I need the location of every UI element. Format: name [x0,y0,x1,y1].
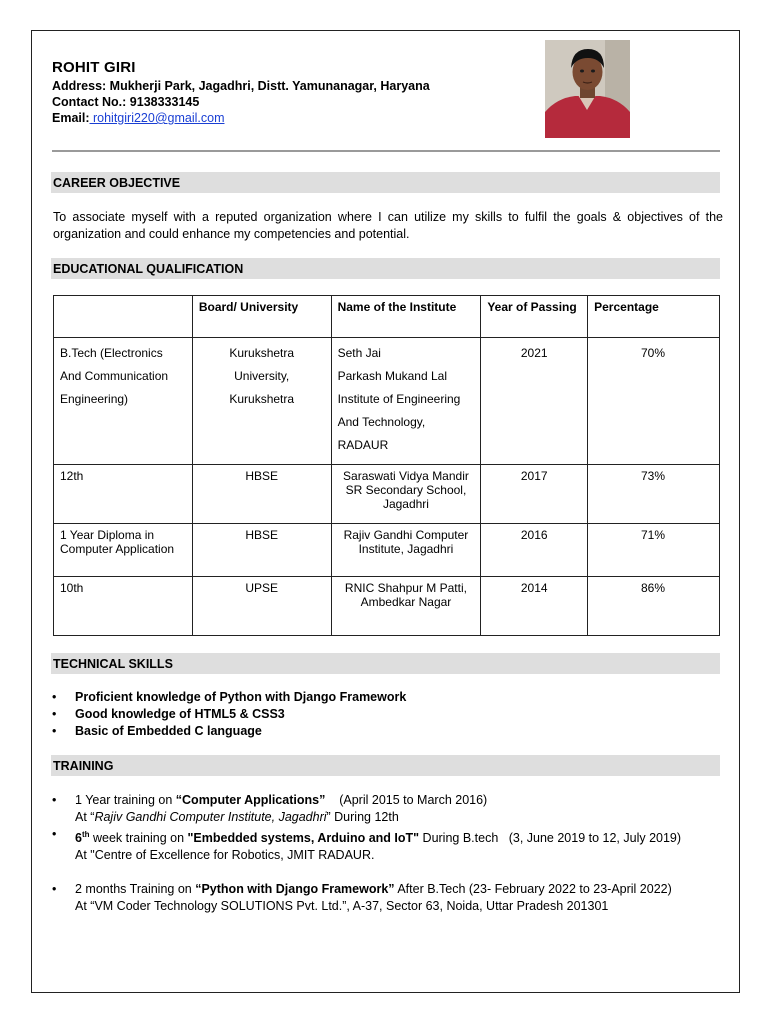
board-cell [192,465,331,524]
percentage-cell: 86% [588,577,720,636]
course-line: B.Tech (Electronics [60,346,163,360]
course-line: Engineering) [60,392,129,406]
year-cell: 2017 [481,465,588,524]
institute-line: RADAUR [337,438,389,452]
list-item [52,826,681,864]
skill-text: Basic of Embedded [75,724,195,738]
institute-line: Seth Jai [337,346,381,360]
course-line: Computer Application [60,542,175,556]
email-label: Email: [52,111,90,125]
course-cell [54,338,193,465]
institute-line: SR Secondary School, [345,483,467,497]
column-header [54,296,193,338]
course-cell [54,465,193,524]
board-line: HBSE [245,469,279,483]
contact-label: Contact No.: [52,95,127,109]
institute-line: Ambedkar Nagar [360,595,452,609]
table-row [54,524,720,577]
percentage-cell: 73% [588,465,720,524]
board-cell [192,338,331,465]
training-title: “Python with Django Framework” [195,882,395,897]
bullet-icon: • [52,882,57,897]
board-line: Kurukshetra [229,346,295,360]
course-line: And Communication [60,369,169,383]
table-row [54,338,720,465]
email-link[interactable]: rohitgiri220@gmail.com [89,111,225,125]
institute-line: Institute, Jagadhri [358,542,454,556]
skill-keyword: CSS3 [252,707,285,721]
training-text: 2 months Training on [75,882,196,897]
training-dates: (23- February 2022 to 23-April 2022) [465,882,672,897]
training-institute: At "Centre of Excellence for Robotics, JMIT RADAUR. [75,848,375,863]
profile-photo-image [545,40,630,138]
column-header: Year of Passing [481,296,588,338]
skill-keyword: Python [219,690,262,704]
skill-text: Good knowledge of [75,707,195,721]
bullet-icon: • [52,707,57,721]
training-text: ” During 12th [326,810,399,824]
year-cell: 2014 [481,577,588,636]
institute-line: Institute of Engineering [337,392,461,406]
training-text: During B.tech [419,831,499,846]
contact-line [52,95,199,109]
institute-line: Rajiv Gandhi Computer [343,528,469,542]
profile-photo [545,40,630,138]
training-institute: At “VM Coder Technology SOLUTIONS Pvt. Ltd.”, A-37, Sector 63, Noida, Uttar Pradesh 201301 [75,899,609,914]
course-line: 12th [60,469,84,483]
bullet-icon: • [52,690,57,704]
board-cell [192,577,331,636]
year-cell: 2016 [481,524,588,577]
education-table [53,295,720,636]
institute-cell [331,338,481,465]
training-title: “Computer Applications” [175,793,326,807]
skill-keyword: HTML5 [194,707,237,721]
training-text: After B.Tech [394,882,466,897]
board-line: Kurukshetra [229,392,295,406]
contact-value: 9138333145 [129,95,200,109]
course-cell [54,524,193,577]
course-line: 1 Year Diploma in [60,528,155,542]
training-institute: Rajiv Gandhi Computer Institute, Jagadhri [94,810,327,824]
skill-text: & [236,707,253,721]
percentage-cell: 70% [588,338,720,465]
skill-keyword: Django Framework [293,690,407,704]
institute-cell [331,524,481,577]
list-item [52,706,406,723]
column-header: Name of the Institute [331,296,481,338]
address-line [52,79,430,93]
year-cell: 2021 [481,338,588,465]
training-text: week training on [89,831,188,846]
course-cell [54,577,193,636]
board-line: HBSE [245,528,279,542]
table-header-row [54,296,720,338]
skill-keyword: C [194,724,204,738]
board-cell [192,524,331,577]
address-value: Mukherji Park, Jagadhri, Distt. Yamunanagar, Haryana [109,79,430,93]
board-line: University, [234,369,290,383]
list-item [52,792,681,826]
training-text: 1 Year training on [75,793,176,807]
training-text: 6 [75,831,82,846]
board-line: UPSE [245,581,279,595]
column-header: Percentage [588,296,720,338]
email-line [52,111,224,125]
table-row [54,465,720,524]
institute-line: And Technology, [337,415,426,429]
section-training: TRAINING [51,755,720,776]
bullet-icon: • [52,793,57,807]
training-text: th [81,830,90,839]
training-title: "Embedded systems, Arduino and IoT" [187,831,420,846]
section-career-objective: CAREER OBJECTIVE [51,172,720,193]
training-list [52,792,681,915]
institute-line: Parkash Mukand Lal [337,369,447,383]
training-dates: (3, June 2019 to 12, July 2019) [498,831,682,846]
bullet-icon: • [52,724,57,738]
bullet-icon: • [52,827,57,841]
column-header: Board/ University [192,296,331,338]
institute-line: Jagadhri [382,497,429,511]
table-row [54,577,720,636]
address-label: Address: [52,79,107,93]
section-technical-skills: TECHNICAL SKILLS [51,653,720,674]
skill-text: language [203,724,262,738]
institute-cell [331,577,481,636]
career-objective-text: To associate myself with a reputed organization where I can utilize my skills to fulfil the goals & objectives of the organization and could enhance my competencies and potential. [53,210,723,241]
training-dates: (April 2015 to March 2016) [325,793,488,807]
institute-line: Saraswati Vidya Mandir [343,469,469,483]
header-divider [52,150,720,152]
course-line: 10th [60,581,84,595]
institute-cell [331,465,481,524]
skills-list [52,689,406,740]
institute-line: RNIC Shahpur M Patti, [344,581,467,595]
training-text: At “ [75,810,95,824]
percentage-cell: 71% [588,524,720,577]
list-item [52,689,406,706]
list-item [52,881,681,915]
skill-text: Proficient knowledge of [75,690,220,704]
candidate-name: ROHIT GIRI [52,59,136,76]
section-education: EDUCATIONAL QUALIFICATION [51,258,720,279]
list-item [52,723,406,740]
skill-text: with [261,690,294,704]
